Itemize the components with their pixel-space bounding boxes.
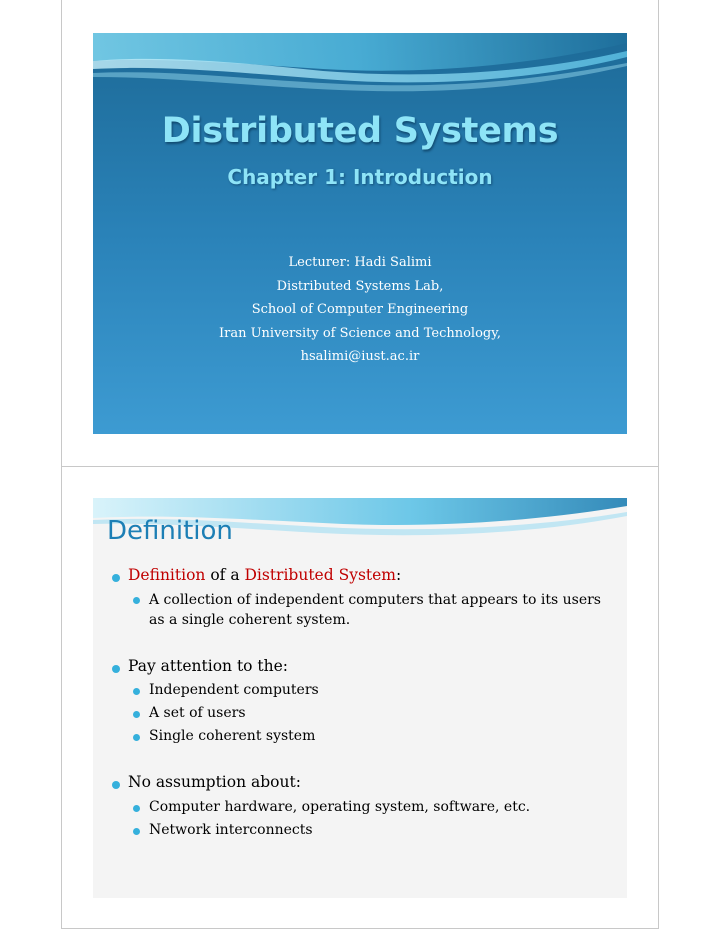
bullet-icon (133, 828, 140, 835)
sub-list-item: Single coherent system (149, 728, 316, 744)
list-item: No assumption about: (128, 773, 301, 791)
list-item (128, 566, 401, 584)
sub-list-item: A collection of independent computers that appears to its users as a single coherent system. (149, 592, 601, 628)
chapter-subtitle: Chapter 1: Introduction (227, 165, 493, 189)
sub-list-item: Independent computers (149, 682, 319, 698)
sub-list-item: A set of users (149, 705, 246, 721)
list-item: Pay attention to the: (128, 657, 289, 675)
slide-title: Definition (107, 516, 233, 546)
definition-slide (93, 498, 627, 898)
lecturer-email: hsalimi@iust.ac.ir (300, 349, 420, 364)
sub-list-item: Computer hardware, operating system, software, etc. (149, 799, 531, 815)
bullet-icon (112, 665, 120, 673)
bullet-icon (133, 688, 140, 695)
wave-decoration (93, 33, 627, 113)
university-name: Iran University of Science and Technology, (218, 325, 501, 341)
lab-name: Distributed Systems Lab, (276, 278, 444, 294)
bullet-icon (133, 711, 140, 718)
presentation-title: Distributed Systems (161, 111, 559, 151)
lecturer-name: Lecturer: Hadi Salimi (288, 255, 432, 270)
bullet-icon (112, 574, 120, 582)
bullet-icon (133, 805, 140, 812)
page-divider (61, 466, 659, 467)
bullet-icon (133, 734, 140, 741)
title-slide (93, 33, 627, 434)
highlight-term: Definition (128, 566, 206, 584)
sub-list-item: Network interconnects (149, 822, 313, 838)
bullet-icon (112, 781, 120, 789)
highlight-term: Distributed System (244, 566, 397, 584)
school-name: School of Computer Engineering (251, 302, 469, 317)
lecturer-info (93, 251, 627, 369)
text-fragment: of a (205, 566, 245, 584)
text-fragment: : (396, 566, 402, 584)
bullet-icon (133, 597, 140, 604)
